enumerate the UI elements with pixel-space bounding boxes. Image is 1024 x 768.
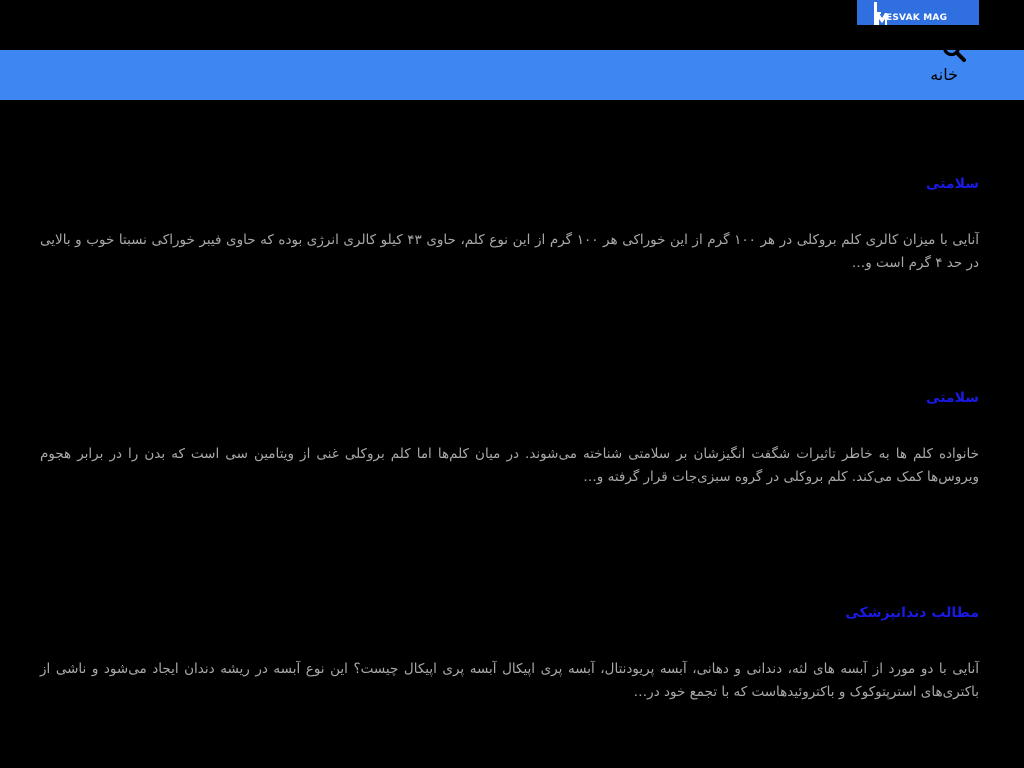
search-button[interactable] <box>941 37 967 63</box>
post-item <box>40 389 979 504</box>
post-item <box>40 175 979 290</box>
site-header <box>0 0 1024 50</box>
site-logo[interactable] <box>857 0 979 25</box>
post-category-link[interactable]: سلامتی <box>926 390 979 406</box>
post-excerpt: آنایی با میزان کالری کلم بروکلی در هر ۱۰۰ گرم از این خوراکی هر ۱۰۰ گرم از این نوع کلم، حاوی ۴۳ کیلو کالری انرژی بوده که حاوی فیبر خوراکی نسبتا خوب و بالایی در حد ۴ گرم است و… <box>40 232 979 271</box>
post-excerpt: خانواده کلم ها به خاطر تاثیرات شگفت انگیزشان بر سلامتی شناخته می‌شوند. در میان کلم‌ها اما کلم بروکلی غنی از ویتامین سی است که بدن را در برابر هجوم ویروس‌ها کمک می‌کند. کلم بروکلی در گروه سبزی‌جات قرار گرفته و… <box>40 446 979 485</box>
post-item <box>40 604 979 719</box>
post-excerpt: آنایی با دو مورد از آبسه های لثه، دندانی و دهانی، آبسه پریودنتال، آبسه پری اپیکال آبسه پری اپیکال چیست؟ این نوع آبسه در ریشه دندان ایجاد می‌شود و ناشی از باکتری‌های استرپتوکوک و باکتروئیدهاست که با تجمع خود در… <box>40 661 979 700</box>
post-category-link[interactable]: مطالب دندانپزشکی <box>845 605 979 621</box>
logo-text: ESVAK MAG <box>886 13 948 23</box>
post-category-link[interactable]: سلامتی <box>926 176 979 192</box>
search-icon <box>941 37 967 63</box>
main-nav <box>0 50 1024 100</box>
nav-item-home[interactable]: خانه <box>930 65 958 84</box>
